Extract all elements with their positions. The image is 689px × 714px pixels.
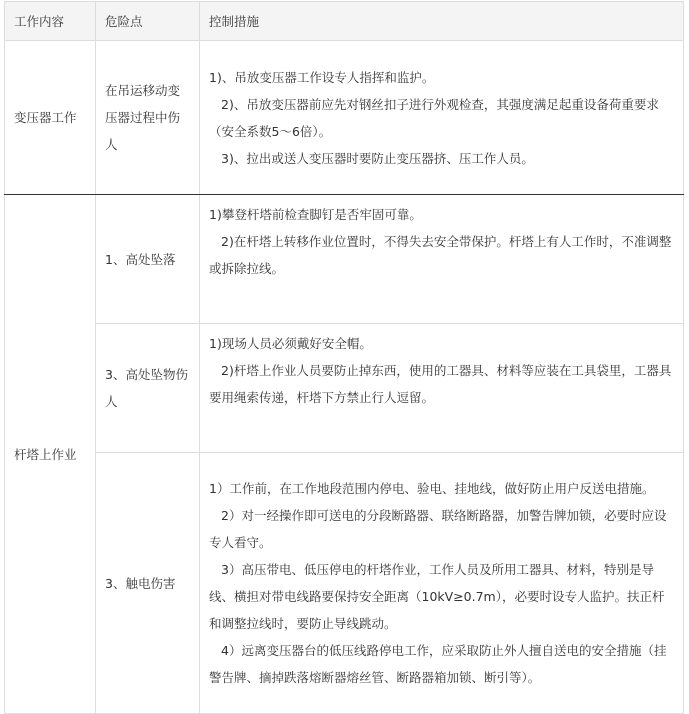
table-header-row bbox=[5, 2, 684, 41]
measure-text: 2）对一经操作即可送电的分段断路器、联络断路器，加警告牌加锁，必要时应设专人看守。 bbox=[209, 508, 667, 550]
work-cell: 杆塔上作业 bbox=[5, 195, 96, 714]
measure-text: 1)、吊放变压器工作设专人指挥和监护。 bbox=[209, 69, 435, 85]
measure-text: 2)杆塔上作业人员要防止掉东西，使用的工器具、材料等应装在工具袋里，工器具要用绳索传递，杆塔下方禁止行人逗留。 bbox=[209, 363, 672, 405]
table-row bbox=[5, 41, 684, 195]
measure-text: 1)现场人员必须戴好安全帽。 bbox=[209, 336, 372, 351]
safety-control-table bbox=[0, 1, 689, 688]
measures-cell bbox=[200, 453, 684, 714]
measure-text: 4）远离变压器台的低压线路停电工作，应采取防止外人擅自送电的安全措施（挂警告牌、摘掉跌落熔断器熔丝管、断路器箱加锁、断引等）。 bbox=[209, 643, 667, 685]
measures-cell bbox=[200, 195, 684, 324]
header-work: 工作内容 bbox=[5, 2, 96, 41]
measures-cell bbox=[200, 41, 684, 195]
table bbox=[4, 1, 684, 714]
header-danger: 危险点 bbox=[96, 2, 200, 41]
table-row bbox=[5, 324, 684, 453]
measures-cell bbox=[200, 324, 684, 453]
danger-cell: 1、高处坠落 bbox=[96, 195, 200, 324]
table-row bbox=[5, 453, 684, 714]
measure-text: 1)攀登杆塔前检查脚钉是否牢固可靠。 bbox=[209, 207, 422, 222]
measure-text: 3）高压带电、低压停电的杆塔作业，工作人员及所用工器具、材料，特别是导线、横担对带电线路要保持安全距离（10kV≥0.7m），必要时设专人监护。扶正杆和调整拉线时，要防止导线跳动。 bbox=[209, 562, 665, 631]
measure-text: 2)在杆塔上转移作业位置时，不得失去安全带保护。杆塔上有人工作时，不准调整或拆除拉线。 bbox=[209, 234, 672, 276]
measure-text: 2)、吊放变压器前应先对钢丝扣子进行外观检查，其强度满足起重设备荷重要求（安全系数5～6倍）。 bbox=[209, 96, 659, 139]
work-cell: 变压器工作 bbox=[5, 41, 96, 195]
danger-cell: 3、高处坠物伤人 bbox=[96, 324, 200, 453]
header-measures: 控制措施 bbox=[200, 2, 684, 41]
danger-cell: 在吊运移动变压器过程中伤人 bbox=[96, 41, 200, 195]
table-row bbox=[5, 195, 684, 324]
measure-text: 1）工作前，在工作地段范围内停电、验电、挂地线，做好防止用户反送电措施。 bbox=[209, 481, 655, 496]
measure-text: 3)、拉出或送人变压器时要防止变压器挤、压工作人员。 bbox=[221, 150, 534, 166]
danger-cell: 3、触电伤害 bbox=[96, 453, 200, 714]
